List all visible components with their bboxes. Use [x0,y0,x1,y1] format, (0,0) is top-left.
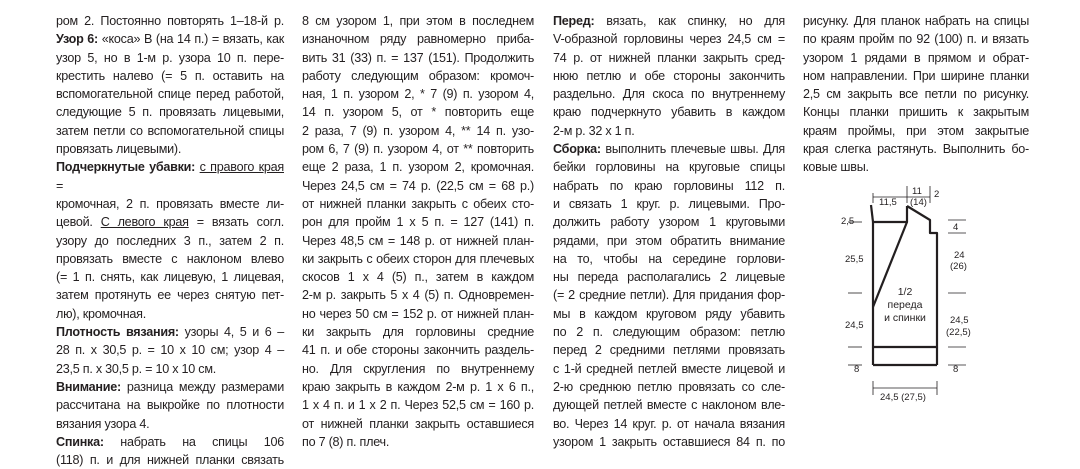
text-line: вспомогательной спице перед работой, [56,87,284,102]
text-line: но через 50 см = 152 р. от нижней план- [302,306,534,321]
text-line: лю), кромочная. [56,306,146,321]
section-heading: Узор 6: [56,32,98,47]
text-line: рон для пройм 1 х 5 п. = 127 (141) п. [302,215,534,230]
text-line: Концы планки пришить к закрытым [803,105,1029,120]
text-line: края слегка растянуть. Выполнить бо- [803,142,1029,157]
text-line: ном направлении. При ширине планки [803,68,1029,83]
text-line: затем петли со вспомогательной спицы [56,123,284,138]
text-line: узором 1 рядами в прямом и обрат- [803,50,1029,65]
neckline-line [871,205,873,222]
text-line: еще 2 раза, 1 п. узором 2, кромочная. [302,160,534,175]
text-line: крестить налево (= 5 п. оставить на [56,68,284,83]
text-line: рядами, при этом обратить внимание [553,233,785,248]
text-line: по 7 (8) п. плеч. [302,434,390,449]
text-line: Подчеркнутые убавки: с правого края = [56,160,284,193]
text-line: V-образной горловины через 24,5 см = [553,32,785,47]
text-line: провязать лицевыми). [56,142,182,157]
text-line: вить 31 (33) п. = 137 (151). Продолжить [302,50,534,65]
text-column-4 [803,12,1029,177]
text-line: набрать по краю горловины 112 п. [553,178,785,193]
section-heading: Сборка: [553,142,601,157]
text-line: Через 24,5 см = 74 р. (22,5 см = 68 р.) [302,178,534,193]
text-line: узору до последних 3 п., затем 2 п. [56,233,284,248]
text-column-1 [56,12,284,469]
text-line: следующие 5 п. провязать лицевыми, [56,105,284,120]
dim-label: 24,5 [845,320,864,331]
dim-label: (22,5) [946,327,971,338]
text-line: скосов 1 х 4 (5) п., затем в каждом [302,270,534,285]
text-line: во. Через 14 круг. р. от начала вязания [553,416,785,431]
text-line: узор 5, но в 1-м р. узора 10 п. пере- [56,50,284,65]
text-line: по краям пройм по 92 (100) п. и вязать [803,32,1029,47]
text-line: 23,5 п. х 30,5 р. = 10 х 10 см. [56,361,217,376]
text-line: раздельно. Для скоса по внутреннему [553,87,785,102]
text-line: рассчитана на выкройке по плотности [56,398,284,413]
piece-label: и спинки [884,312,926,324]
text-line: и связать 1 круг. р. лицевыми. Про- [553,196,785,211]
text-line: должить работу узором 1 круговыми [553,215,785,230]
text-line: ром 6, 7 (9) п. узором 4, от ** повторить [302,142,534,157]
dim-label: 24,5 [950,315,969,326]
text-line: от нижней планки закрыть с обеих сто- [302,196,534,211]
text-line: 2-м р. закрыть 5 х 4 (5) п. Одновремен- [302,288,534,303]
section-heading: Подчеркнутые убавки: [56,160,196,175]
text-line: нюю петлю и обе стороны закончить [553,68,785,83]
text-line: Перед: вязать, как спинку, но для [553,14,785,28]
text-line: (= 1 п. снять, как лицевую, 1 лицевая, [56,270,284,285]
text-line: краю подчеркнуто убавить в каждом [553,105,785,120]
text-line: изнаночном ряду равномерно приба- [302,32,534,47]
dim-label: 8 [854,364,860,375]
section-heading: Плотность вязания: [56,325,179,340]
dim-label: 8 [953,364,959,375]
garment-schematic [830,178,990,426]
text-line: краю закрыть в каждом 2-м р. 1 х 6 п., [302,379,534,394]
text-line: 14 п. узором 5, от * повторить еще [302,105,534,120]
text-line: 8 см узором 1, при этом в последнем [302,14,534,28]
dim-label: 2,5 [841,216,855,227]
dim-label: 24,5 (27,5) [880,392,926,403]
text-line: рисунку. Для планок набрать на спицы [803,14,1029,28]
text-line: Плотность вязания: узоры 4, 5 и 6 – [56,325,284,340]
text-line: провязать вместе с наклоном влево [56,251,284,266]
text-line: кромочная, 2 п. провязать вместе ли- [56,196,284,211]
text-line: перед 2 средними петлями провязать [553,343,785,358]
text-line: вязания узора 4. [56,416,150,431]
text-line: (118) п. и для нижней планки связать [56,453,284,468]
text-line: работу следующим образом: кромоч- [302,68,534,83]
piece-label: 1/2 [897,286,913,298]
dim-label: 11,5 [879,197,897,208]
dim-label: (26) [950,261,967,272]
text-line: краям проймы, при этом закрытые [803,123,1029,138]
dim-label: 2 [934,189,940,200]
text-column-3 [553,12,785,451]
text-line: узором 1 закрыть оставшиеся 84 п. по [553,434,785,449]
dim-label: 24 [954,250,965,261]
text-line: по 2 п. следующим образом: петлю [553,325,785,340]
text-line: 1 х 4 п. и 1 х 2 п. Через 52,5 см = 160 р. [302,398,534,413]
text-line: на то, чтобы на середине горлови- [553,251,785,266]
text-line: ны переда располагались 2 лицевые [553,270,785,285]
dim-label: 4 [953,222,959,233]
text-line: дующей петлей вместе с наклоном вле- [553,398,785,413]
piece-label: переда [887,299,923,311]
text-line: 2-м р. 32 х 1 п. [553,123,635,138]
text-line: ковые швы. [803,160,869,175]
text-line: но. Для скругления по внутреннему [302,361,534,376]
text-column-2 [302,12,534,451]
text-line: Внимание: разница между размерами [56,379,284,394]
text-line: ная, 1 п. узором 2, * 7 (9) п. узором 4, [302,87,534,102]
dim-label: 25,5 [845,254,864,265]
text-line: 28 п. х 30,5 р. = 10 х 10 см; узор 4 – [56,343,284,358]
text-line: 74 р. от нижней планки закрыть сред- [553,50,785,65]
text-line: цевой. С левого края = вязать согл. [56,215,284,230]
text-line: ки закрыть для горловины средние [302,325,534,340]
section-heading: Перед: [553,14,595,28]
section-heading: Внимание: [56,379,121,394]
dim-label: 11 [912,186,922,197]
text-line: 2-ю среднюю петлю провязать со сле- [553,379,785,394]
text-line: ки закрыть с обеих сторон для плечевых [302,251,534,266]
dim-label: (14) [910,197,927,208]
text-line: мы в каждом круговом ряду убавить [553,306,785,321]
text-line: Спинка: набрать на спицы 106 [56,434,284,449]
text-line: 41 п. и обе стороны закончить раздель- [302,343,534,358]
text-line: 2,5 см закрыть все петли по рисунку. [803,87,1029,102]
text-line: ром 2. Постоянно повторять 1–18-й р. [56,14,284,28]
text-line: с 1-й средней петлей вместе лицевой и [553,361,785,376]
text-line: Через 48,5 см = 148 р. от нижней план- [302,233,534,248]
text-line: Сборка: выполнить плечевые швы. Для [553,142,785,157]
text-line: от нижней планки закрыть оставшиеся [302,416,534,431]
text-line: (= 2 средние петли). Для придания фор- [553,288,785,303]
text-line: 2 раза, 7 (9) п. узором 4, ** 14 п. узо- [302,123,534,138]
section-heading: Спинка: [56,434,104,449]
text-line: Узор 6: «коса» В (на 14 п.) = вязать, как [56,32,284,47]
text-line: затем протянуть ее через снятую пет- [56,288,284,303]
text-line: бейки горловины на круговые спицы [553,160,785,175]
